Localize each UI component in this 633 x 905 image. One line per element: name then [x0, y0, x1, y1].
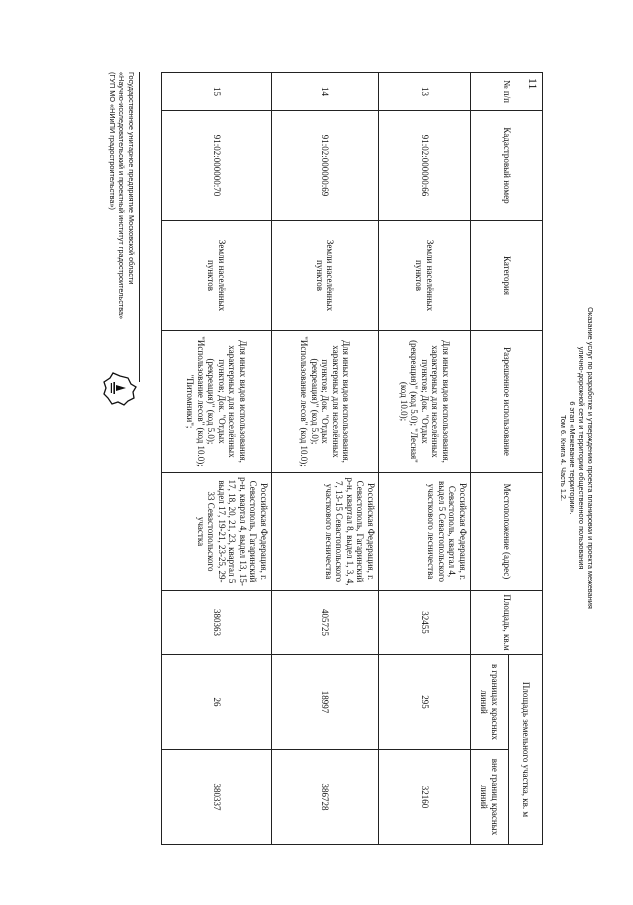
cell-category: Земли населённых пунктов [272, 221, 379, 331]
footer-line-3: (ГУП МО «НИиПИ градостроительства») [108, 72, 117, 210]
land-plots-table [161, 72, 543, 845]
table-row [162, 73, 272, 845]
table-row [379, 73, 471, 845]
footer-rule [139, 72, 140, 382]
cell-area: 405725 [272, 591, 379, 655]
cell-outside: 32160 [379, 750, 471, 845]
footer-line-2: «Научно-исследовательский и проектный институт градостроительства» [117, 72, 127, 320]
cell-permitted-use: Для иных видов использования, характерных для населённых пунктов; Док. "Отдых (рекреация)" (код 5.0); "Использование лесов" (код 10.0); "Питомники"; [162, 331, 272, 473]
header-outside-red-lines: вне границ красных линий [471, 750, 509, 845]
document-header [559, 72, 595, 844]
cell-within: 26 [162, 655, 272, 750]
land-plots-table-wrap [161, 72, 543, 844]
cell-category: Земли населённых пунктов [162, 221, 272, 331]
header-cadastral: Кадастровый номер [471, 111, 543, 221]
cell-num: 15 [162, 73, 272, 111]
header-num: № п/п [471, 73, 543, 111]
cell-location: Российская Федерация, г. Севастополь, Гагаринский р-н, квартал 8, выдел 1, 3, 4, 7, 13-15 Севастопольского участкового лесничества [272, 473, 379, 591]
header-land-area-group: Площадь земельного участка, кв. м [509, 655, 543, 845]
header-permitted-use: Разрешенное использование [471, 331, 543, 473]
table-row [272, 73, 379, 845]
cell-category: Земли населённых пунктов [379, 221, 471, 331]
page-number: 11 [526, 78, 540, 90]
header-line-4: Том 6. Книга 4. Часть 1.2. [559, 414, 568, 502]
cell-permitted-use: Для иных видов использования, характерных для населённых пунктов; Док. "Отдых (рекреация)" (код 5.0); "Лесная" (код 10.0); [379, 331, 471, 473]
cell-within: 295 [379, 655, 471, 750]
header-category: Категория [471, 221, 543, 331]
document-footer [92, 72, 140, 844]
header-location: Местоположение (адрес) [471, 473, 543, 591]
cell-permitted-use: Для иных видов использования, характерных для населённых пунктов; Док. "Отдых (рекреация)" (код 5.0); "Использование лесов" (код 10.0); [272, 331, 379, 473]
cell-cadastral: 91:02:000000:70 [162, 111, 272, 221]
cell-outside: 386728 [272, 750, 379, 845]
table-header-row [509, 73, 543, 845]
moscow-region-map-logo-icon [100, 368, 140, 408]
cell-within: 18997 [272, 655, 379, 750]
cell-area: 32455 [379, 591, 471, 655]
header-line-1: Оказание услуг по разработке и утверждению проекта планировки и проекта межевания [586, 307, 595, 609]
cell-num: 14 [272, 73, 379, 111]
header-within-red-lines: в границах красных линий [471, 655, 509, 750]
cell-location: Российская Федерация, г. Севастополь, Гагаринский р-н, квартал 4, выдел 13, 15-17, 18, 20, 21, 23, квартал 5 выдел 17, 19-21, 23-25, 29-33 Севастопольского участка [162, 473, 272, 591]
header-line-2: улично-дорожной сети и территории общественного пользования [577, 346, 586, 570]
cell-cadastral: 91:02:000000:69 [272, 111, 379, 221]
cell-area: 380363 [162, 591, 272, 655]
footer-line-1: Государственное унитарное предприятие Московской области [127, 72, 136, 285]
cell-location: Российская Федерация, г. Севастополь, квартал 4, выдел 5 Севастопольского участкового лесничества [379, 473, 471, 591]
cell-num: 13 [379, 73, 471, 111]
rotated-page-content [90, 72, 595, 844]
header-area: Площадь, кв.м [471, 591, 543, 655]
header-line-3: 6 этап «Межевание территории». [568, 401, 577, 515]
cell-outside: 380337 [162, 750, 272, 845]
cell-cadastral: 91:02:000000:66 [379, 111, 471, 221]
